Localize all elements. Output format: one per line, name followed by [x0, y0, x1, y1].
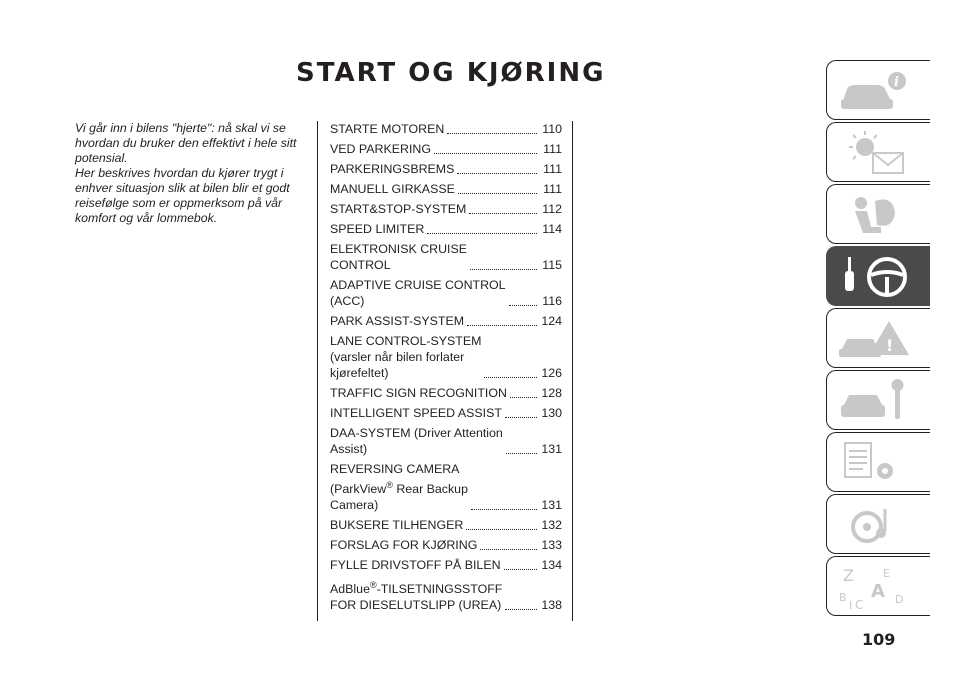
toc-entry-page: 138	[541, 598, 562, 613]
toc-leader-dots	[505, 416, 537, 418]
toc-entry-page: 131	[541, 498, 562, 513]
toc-entry[interactable]	[330, 385, 562, 401]
toc-leader-dots	[505, 608, 537, 610]
index-letter: E	[883, 567, 890, 580]
light-envelope-icon	[837, 129, 917, 177]
toc-entry-label: LANE CONTROL-SYSTEM (varsler når bilen forlater kjørefeltet)	[330, 334, 482, 380]
toc-entry-page: 124	[541, 314, 562, 328]
intro-paragraph: Vi går inn i bilens "hjerte": nå skal vi se hvordan du bruker den effektivt i hele sitt potensial.	[75, 121, 297, 165]
toc-entry-page: 112	[542, 202, 562, 216]
tab-technical-data[interactable]	[826, 432, 930, 492]
toc-entry[interactable]	[330, 141, 562, 157]
toc-leader-dots	[469, 212, 537, 214]
toc-entry-label: ADAPTIVE CRUISE CONTROL (ACC)	[330, 278, 506, 308]
toc-entry-label: SPEED LIMITER	[330, 222, 425, 236]
intro-paragraph: Her beskrives hvordan du kjører trygt i enhver situasjon slik at bilen blir et godt reisefølge som er oppmerksom på vår komfort og vår lommebok.	[75, 166, 290, 225]
toc-leader-dots	[480, 548, 537, 550]
key-steering-wheel-icon	[837, 253, 917, 301]
toc-entry[interactable]	[330, 517, 562, 533]
toc-entry-label: MANUELL GIRKASSE	[330, 182, 455, 196]
tab-maintenance[interactable]	[826, 370, 930, 430]
toc-leader-dots	[510, 396, 537, 398]
tab-safety[interactable]	[826, 184, 930, 244]
data-gear-icon	[837, 439, 917, 487]
toc-entry-label: INTELLIGENT SPEED ASSIST	[330, 406, 502, 420]
toc-entry[interactable]	[330, 121, 562, 137]
tab-start-driving[interactable]	[826, 246, 930, 306]
toc-entry-label: FYLLE DRIVSTOFF PÅ BILEN	[330, 558, 501, 573]
toc-entry-label: FORSLAG FOR KJØRING	[330, 538, 478, 553]
column-divider	[572, 121, 573, 621]
toc-entry-label: ELEKTRONISK CRUISE CONTROL	[330, 242, 468, 272]
toc-entry-page: 134	[541, 558, 562, 573]
toc-leader-dots	[470, 268, 537, 270]
toc-leader-dots	[509, 304, 537, 306]
toc-entry-page: 130	[541, 406, 562, 420]
toc-entry-page: 115	[542, 258, 562, 272]
toc-entry-label: TRAFFIC SIGN RECOGNITION	[330, 386, 507, 400]
tab-lights-messages[interactable]	[826, 122, 930, 182]
toc-entry[interactable]	[330, 333, 562, 381]
media-navigation-icon	[837, 501, 917, 549]
toc-entry-label: PARK ASSIST-SYSTEM	[330, 314, 465, 328]
index-letter: A	[871, 581, 885, 602]
toc-entry-page: 111	[543, 182, 562, 196]
svg-text:i: i	[894, 75, 899, 90]
toc-entry[interactable]	[330, 557, 562, 573]
toc-entry[interactable]	[330, 405, 562, 421]
alphabet-index-icon	[837, 563, 917, 611]
toc-entry-label: AdBlue®-TILSETNINGSSTOFF FOR DIESELUTSLIPP (UREA)	[330, 580, 503, 613]
toc-entry[interactable]	[330, 577, 562, 613]
car-warning-icon	[837, 315, 917, 363]
toc-entry[interactable]	[330, 201, 562, 217]
toc-leader-dots	[458, 192, 537, 194]
toc-entry-label: PARKERINGSBREMS	[330, 162, 455, 176]
toc-leader-dots	[467, 324, 537, 326]
table-of-contents	[330, 121, 562, 617]
index-letter: I	[849, 599, 853, 611]
car-info-icon	[837, 67, 917, 115]
toc-entry-page: 133	[541, 538, 562, 553]
toc-entry-page: 110	[542, 122, 562, 136]
toc-entry[interactable]	[330, 161, 562, 177]
toc-entry[interactable]	[330, 221, 562, 237]
toc-leader-dots	[457, 172, 537, 174]
page-title: START OG KJØRING	[296, 58, 606, 88]
svg-text:!: !	[886, 336, 894, 355]
toc-entry[interactable]	[330, 313, 562, 329]
toc-entry-page: 114	[542, 222, 562, 236]
column-divider	[317, 121, 318, 621]
index-letter: Z	[843, 566, 854, 585]
toc-leader-dots	[434, 152, 537, 154]
toc-entry-label: STARTE MOTOREN	[330, 122, 445, 136]
toc-leader-dots	[447, 132, 537, 134]
toc-entry-page: 132	[541, 518, 562, 533]
toc-entry[interactable]	[330, 537, 562, 553]
toc-entry-label: START&STOP-SYSTEM	[330, 202, 467, 216]
index-letter: C	[855, 598, 864, 611]
index-letter: D	[895, 593, 904, 606]
car-wrench-icon	[837, 377, 917, 425]
toc-leader-dots	[466, 528, 537, 530]
toc-entry-label: BUKSERE TILHENGER	[330, 518, 464, 533]
toc-entry[interactable]	[330, 425, 562, 457]
toc-entry-page: 111	[543, 162, 562, 176]
toc-entry-page: 128	[541, 386, 562, 400]
tab-emergency[interactable]	[826, 308, 930, 368]
toc-entry-page: 131	[541, 442, 562, 456]
toc-entry[interactable]	[330, 461, 562, 513]
toc-entry-label: VED PARKERING	[330, 142, 431, 156]
tab-car-info[interactable]	[826, 60, 930, 120]
toc-leader-dots	[504, 568, 537, 570]
toc-entry[interactable]	[330, 241, 562, 273]
toc-entry-page: 126	[541, 366, 562, 380]
toc-leader-dots	[484, 376, 537, 378]
page-number: 109	[862, 630, 896, 649]
toc-entry-label: DAA-SYSTEM (Driver Attention Assist)	[330, 426, 503, 456]
index-letter: B	[839, 591, 847, 604]
toc-entry[interactable]	[330, 181, 562, 197]
toc-leader-dots	[506, 452, 537, 454]
toc-entry[interactable]	[330, 277, 562, 309]
intro-text	[75, 121, 310, 226]
tab-multimedia[interactable]	[826, 494, 930, 554]
toc-entry-page: 116	[542, 294, 562, 308]
tab-index[interactable]	[826, 556, 930, 616]
toc-leader-dots	[471, 508, 537, 510]
toc-entry-label: REVERSING CAMERA (ParkView® Rear Backup Camera)	[330, 462, 468, 513]
toc-entry-page: 111	[543, 142, 562, 156]
toc-leader-dots	[427, 232, 537, 234]
seat-airbag-icon	[837, 191, 917, 239]
